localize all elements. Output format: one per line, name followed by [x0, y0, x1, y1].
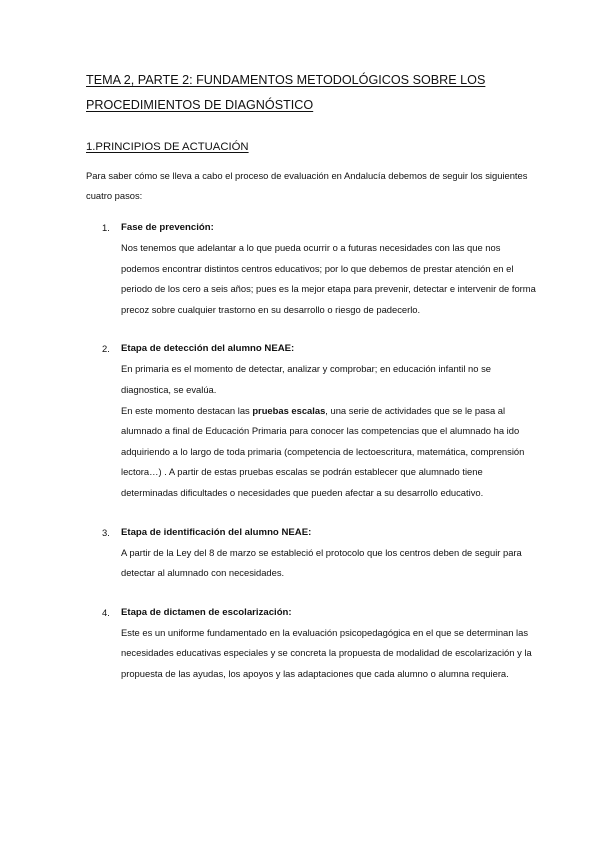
- document-title-line-1: TEMA 2, PARTE 2: FUNDAMENTOS METODOLÓGICOS SOBRE LOS: [86, 73, 486, 87]
- stage-number: 1.: [102, 222, 110, 233]
- stage-item-1: [86, 218, 540, 320]
- stage-title: Fase de prevención:: [121, 222, 214, 233]
- stage-title: Etapa de identificación del alumno NEAE:: [121, 526, 312, 538]
- stage-text-span: , una serie de actividades que se le pasa al alumnado a final de Educación Primaria para conocer las competencias que el alumnado ha ido adquiriendo a lo largo de toda primaria (competencia de lectoescritura, matemática, comprensión lectora…) . A partir de estas pruebas escalas se podrán establecer que alumnado tiene determinadas dificultades o necesidades que pueden afectar a su desarrollo educativo.: [121, 404, 525, 498]
- stage-paragraph: Este es un uniforme fundamentado en la evaluación psicopedagógica en el que se determinan las necesidades educativas especiales y se concreta la propuesta de modalidad de escolarización y la propuesta de las ayudas, los apoyos y las adaptaciones que cada alumno o alumna requiera.: [121, 626, 532, 679]
- stage-number: 4.: [102, 606, 110, 618]
- document-title-line-2: PROCEDIMIENTOS DE DIAGNÓSTICO: [86, 98, 314, 112]
- stage-item-2: [86, 339, 540, 503]
- stage-number: 3.: [102, 526, 110, 538]
- stage-text-span: En este momento destacan las: [121, 404, 253, 416]
- stage-title: Etapa de detección del alumno NEAE:: [121, 343, 295, 355]
- intro-paragraph: Para saber cómo se lleva a cabo el proceso de evaluación en Andalucía debemos de seguir los siguientes cuatro pasos:: [86, 170, 528, 201]
- stage-text-bold: pruebas escalas: [252, 404, 326, 416]
- stage-item-4: [86, 603, 540, 685]
- section-heading: 1.PRINCIPIOS DE ACTUACIÓN: [86, 141, 249, 153]
- stage-paragraph: En primaria es el momento de detectar, analizar y comprobar; en educación infantil no se diagnostica, se evalúa.: [121, 363, 491, 395]
- stages-list: [86, 218, 540, 685]
- stage-paragraph: Nos tenemos que adelantar a lo que pueda ocurrir o a futuras necesidades con las que nos podemos encontrar distintos centros educativos; por lo que debemos de prestar atención en el periodo de los cero a seis años; pues es la mejor etapa para prevenir, detectar e intervenir de forma precoz sobre cualquier trastorno en su desarrollo o riesgo de padecerlo.: [121, 242, 536, 315]
- document-title: [86, 68, 540, 118]
- stage-title: Etapa de dictamen de escolarización:: [121, 606, 292, 618]
- stage-item-3: [86, 523, 540, 584]
- stage-paragraph: A partir de la Ley del 8 de marzo se estableció el protocolo que los centros deben de seguir para detectar al alumnado con necesidades.: [121, 546, 522, 579]
- stage-number: 2.: [102, 343, 110, 355]
- stage-paragraph: [121, 401, 540, 504]
